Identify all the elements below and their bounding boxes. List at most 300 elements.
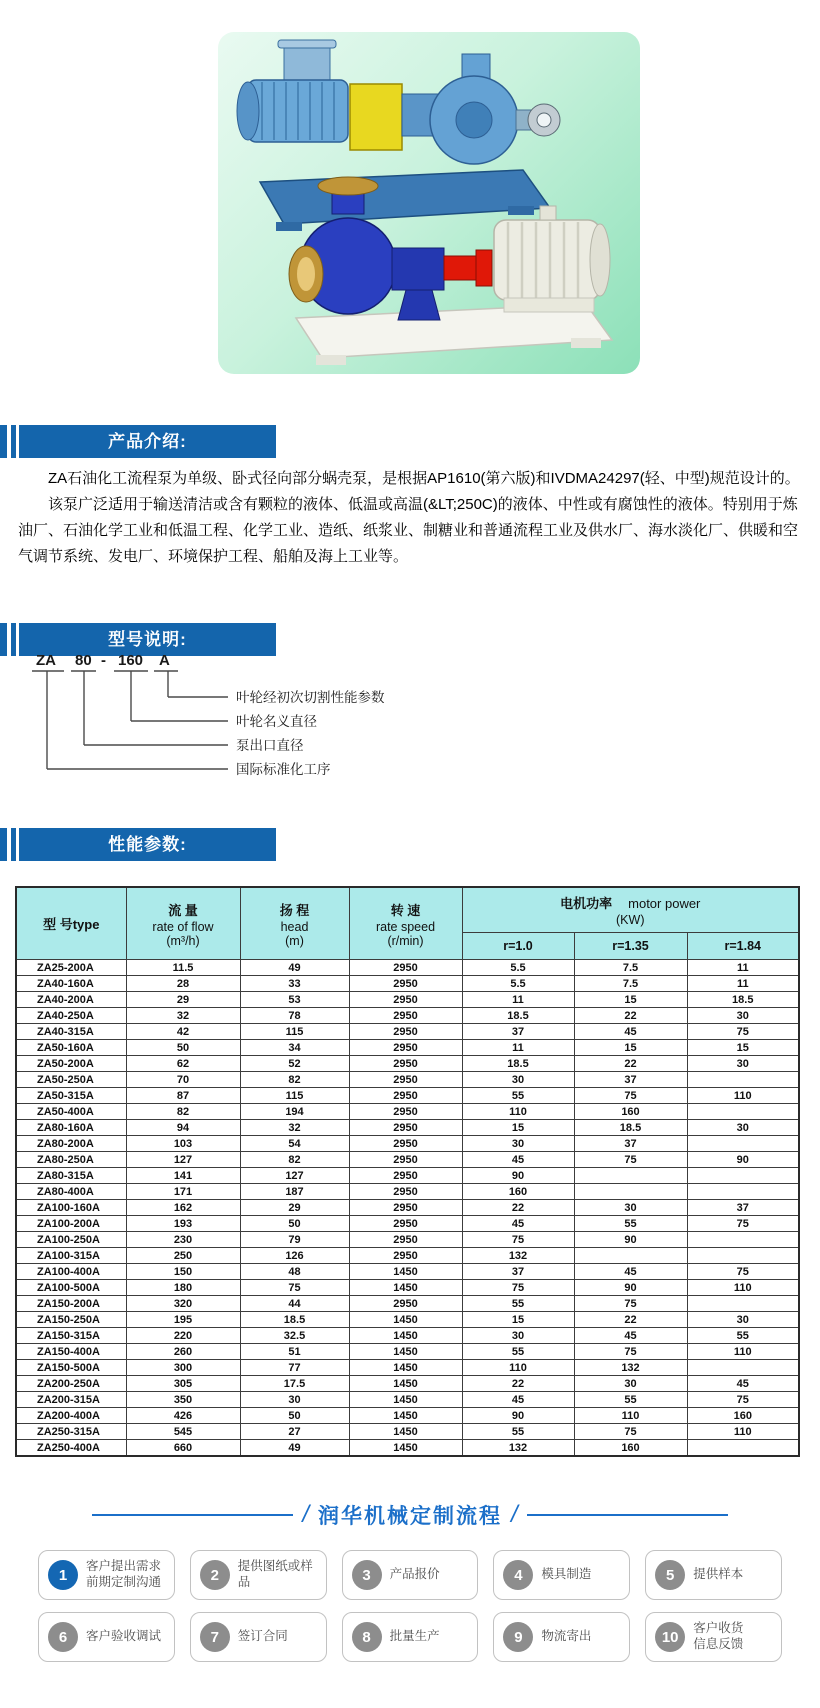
step-label-line: 物流寄出 [541, 1629, 592, 1644]
flow-cell: 87 [126, 1088, 240, 1104]
model-cell: ZA250-315A [16, 1424, 126, 1440]
table-row [16, 1040, 799, 1056]
step-label-line: 签订合同 [237, 1629, 288, 1644]
power-r184-cell: 75 [687, 1216, 799, 1232]
step-number-badge: 1 [48, 1560, 78, 1590]
model-cell: ZA40-160A [16, 976, 126, 992]
head-cell: 52 [240, 1056, 349, 1072]
flow-cell: 545 [126, 1424, 240, 1440]
intro-paragraph-2: 该泵广泛适用于输送清洁或含有颗粒的液体、低温或高温(&LT;250C)的液体、中性或有腐蚀性的液体。特别用于炼油厂、石油化学工业和低温工程、化学工业、造纸、纸浆业、制糖业和普通流程工业及供水厂、海水淡化厂、供暖和空气调节系统、发电厂、环境保护工程、船舶及海上工业等。 [18, 496, 799, 565]
power-r184-cell [687, 1232, 799, 1248]
speed-cell: 2950 [349, 1200, 462, 1216]
flow-cell: 62 [126, 1056, 240, 1072]
speed-cell: 2950 [349, 1056, 462, 1072]
speed-cell: 1450 [349, 1328, 462, 1344]
table-row [16, 1120, 799, 1136]
step-label [238, 1559, 321, 1590]
flow-cell: 103 [126, 1136, 240, 1152]
step-label-line: 前期定制沟通 [86, 1575, 162, 1589]
power-r1-cell: 75 [462, 1232, 574, 1248]
step-label [541, 1567, 591, 1583]
diagram-label-impeller-diameter: 叶轮名义直径 [236, 714, 317, 729]
power-r184-cell: 160 [687, 1408, 799, 1424]
power-r1-cell: 55 [462, 1296, 574, 1312]
model-cell: ZA100-160A [16, 1200, 126, 1216]
speed-cell: 1450 [349, 1264, 462, 1280]
power-r135-cell: 90 [574, 1232, 687, 1248]
table-row [16, 1184, 799, 1200]
model-cell: ZA100-500A [16, 1280, 126, 1296]
model-cell: ZA80-160A [16, 1120, 126, 1136]
power-r184-cell: 75 [687, 1024, 799, 1040]
power-r135-cell: 75 [574, 1344, 687, 1360]
step-label [693, 1621, 743, 1652]
flow-cell: 42 [126, 1024, 240, 1040]
flow-cell: 171 [126, 1184, 240, 1200]
model-cell: ZA200-315A [16, 1392, 126, 1408]
power-r184-cell [687, 1440, 799, 1457]
speed-cell: 2950 [349, 1168, 462, 1184]
table-row [16, 1056, 799, 1072]
step-label-line: 提供样本 [693, 1567, 744, 1582]
head-cell: 78 [240, 1008, 349, 1024]
power-r135-cell: 37 [574, 1136, 687, 1152]
process-step-card [38, 1550, 175, 1600]
power-r1-cell: 30 [462, 1328, 574, 1344]
model-cell: ZA80-315A [16, 1168, 126, 1184]
title-line-left [92, 1514, 293, 1516]
step-number-badge: 9 [503, 1622, 533, 1652]
step-number-badge: 2 [200, 1560, 230, 1590]
table-row [16, 1088, 799, 1104]
power-r135-cell: 160 [574, 1440, 687, 1457]
model-cell: ZA40-200A [16, 992, 126, 1008]
power-r135-cell [574, 1248, 687, 1264]
head-cell: 18.5 [240, 1312, 349, 1328]
power-r135-cell: 30 [574, 1376, 687, 1392]
flow-cell: 305 [126, 1376, 240, 1392]
model-cell: ZA150-250A [16, 1312, 126, 1328]
step-label [541, 1629, 591, 1645]
speed-cell: 2950 [349, 1008, 462, 1024]
step-number-badge: 7 [200, 1622, 230, 1652]
table-row [16, 960, 799, 976]
power-r184-cell [687, 1168, 799, 1184]
model-cell: ZA150-400A [16, 1344, 126, 1360]
head-cell: 115 [240, 1088, 349, 1104]
step-label-line: 批量生产 [389, 1629, 440, 1644]
table-row [16, 1440, 799, 1457]
head-cell: 82 [240, 1152, 349, 1168]
model-cell: ZA50-200A [16, 1056, 126, 1072]
flow-cell: 260 [126, 1344, 240, 1360]
model-code-diagram [0, 650, 820, 790]
speed-cell: 2950 [349, 1024, 462, 1040]
head-cell: 49 [240, 1440, 349, 1457]
model-cell: ZA150-315A [16, 1328, 126, 1344]
speed-cell: 2950 [349, 1248, 462, 1264]
power-r184-cell [687, 1248, 799, 1264]
speed-cell: 2950 [349, 960, 462, 976]
model-cell: ZA25-200A [16, 960, 126, 976]
power-r1-cell: 90 [462, 1408, 574, 1424]
model-cell: ZA50-250A [16, 1072, 126, 1088]
flow-cell: 29 [126, 992, 240, 1008]
model-cell: ZA100-315A [16, 1248, 126, 1264]
speed-cell: 1450 [349, 1312, 462, 1328]
speed-cell: 2950 [349, 1152, 462, 1168]
speed-cell: 2950 [349, 1104, 462, 1120]
head-cell: 75 [240, 1280, 349, 1296]
power-r184-cell: 45 [687, 1376, 799, 1392]
flow-cell: 660 [126, 1440, 240, 1457]
flow-cell: 350 [126, 1392, 240, 1408]
step-label [86, 1629, 161, 1645]
diagram-label-international-standard: 国际标准化工序 [236, 762, 331, 777]
table-row [16, 1328, 799, 1344]
performance-table [15, 886, 800, 1457]
power-r135-cell: 160 [574, 1104, 687, 1120]
model-code-za: ZA [36, 652, 56, 669]
power-r184-cell: 110 [687, 1280, 799, 1296]
power-r184-cell [687, 1072, 799, 1088]
step-label [693, 1567, 743, 1583]
model-cell: ZA100-250A [16, 1232, 126, 1248]
head-cell: 127 [240, 1168, 349, 1184]
head-cell: 17.5 [240, 1376, 349, 1392]
table-row [16, 1280, 799, 1296]
table-row [16, 1312, 799, 1328]
model-code-160: 160 [118, 652, 144, 669]
speed-cell: 1450 [349, 1408, 462, 1424]
head-cell: 50 [240, 1216, 349, 1232]
table-row [16, 1024, 799, 1040]
head-cell: 29 [240, 1200, 349, 1216]
head-cell: 50 [240, 1408, 349, 1424]
power-r135-cell: 90 [574, 1280, 687, 1296]
flow-cell: 82 [126, 1104, 240, 1120]
process-title: 润华机械定制流程 [318, 1505, 502, 1528]
power-r135-cell: 75 [574, 1152, 687, 1168]
flow-cell: 127 [126, 1152, 240, 1168]
model-cell: ZA100-400A [16, 1264, 126, 1280]
model-cell: ZA80-250A [16, 1152, 126, 1168]
power-r1-cell: 37 [462, 1024, 574, 1040]
head-cell: 53 [240, 992, 349, 1008]
process-step-card [190, 1612, 327, 1662]
table-row [16, 1264, 799, 1280]
power-r184-cell: 30 [687, 1120, 799, 1136]
table-row [16, 1248, 799, 1264]
flow-cell: 32 [126, 1008, 240, 1024]
head-cell: 82 [240, 1072, 349, 1088]
step-number-badge: 10 [655, 1622, 685, 1652]
power-r184-cell: 55 [687, 1328, 799, 1344]
power-r184-cell: 75 [687, 1392, 799, 1408]
step-label-line: 模具制造 [541, 1567, 592, 1582]
power-r135-cell: 37 [574, 1072, 687, 1088]
table-row [16, 1200, 799, 1216]
head-cell: 44 [240, 1296, 349, 1312]
spec-table-body [16, 960, 799, 1457]
step-number-badge: 4 [503, 1560, 533, 1590]
head-cell: 48 [240, 1264, 349, 1280]
model-code-80: 80 [75, 652, 92, 669]
table-row [16, 976, 799, 992]
speed-cell: 2950 [349, 976, 462, 992]
power-r1-cell: 55 [462, 1088, 574, 1104]
power-r135-cell: 55 [574, 1392, 687, 1408]
speed-cell: 2950 [349, 1184, 462, 1200]
col-header-motor-power: 电机功率 motor power (KW) [462, 887, 799, 933]
process-step-card [190, 1550, 327, 1600]
power-r1-cell: 90 [462, 1168, 574, 1184]
head-cell: 79 [240, 1232, 349, 1248]
table-row [16, 1152, 799, 1168]
step-number-badge: 6 [48, 1622, 78, 1652]
header-stripe [11, 425, 16, 458]
model-code-dash: - [101, 652, 106, 669]
diagram-label-outlet-diameter: 泵出口直径 [236, 738, 304, 753]
power-r135-cell: 110 [574, 1408, 687, 1424]
table-row [16, 1392, 799, 1408]
process-step-card [645, 1550, 782, 1600]
head-cell: 32 [240, 1120, 349, 1136]
head-cell: 51 [240, 1344, 349, 1360]
power-r1-cell: 18.5 [462, 1008, 574, 1024]
header-stripe [0, 425, 7, 458]
power-r184-cell: 30 [687, 1056, 799, 1072]
step-number-badge: 3 [352, 1560, 382, 1590]
power-r135-cell: 22 [574, 1056, 687, 1072]
power-r1-cell: 11 [462, 1040, 574, 1056]
step-label-line: 提供图纸或样品 [237, 1559, 313, 1589]
col-header-head: 扬 程 head (m) [240, 887, 349, 960]
power-r1-cell: 45 [462, 1392, 574, 1408]
power-r184-cell [687, 1184, 799, 1200]
speed-cell: 2950 [349, 992, 462, 1008]
head-cell: 194 [240, 1104, 349, 1120]
speed-cell: 2950 [349, 1120, 462, 1136]
power-r135-cell [574, 1184, 687, 1200]
model-code-a: A [159, 652, 170, 669]
step-label [390, 1629, 440, 1645]
process-step-card [493, 1550, 630, 1600]
process-step-card [493, 1612, 630, 1662]
col-header-flow: 流 量 rate of flow (m³/h) [126, 887, 240, 960]
power-r184-cell: 30 [687, 1008, 799, 1024]
flow-cell: 70 [126, 1072, 240, 1088]
model-cell: ZA200-400A [16, 1408, 126, 1424]
power-r135-cell: 7.5 [574, 976, 687, 992]
section-title-model: 型号说明: [19, 623, 276, 656]
model-cell: ZA250-400A [16, 1440, 126, 1457]
section-title-params: 性能参数: [19, 828, 276, 861]
power-r135-cell: 132 [574, 1360, 687, 1376]
power-r184-cell [687, 1104, 799, 1120]
power-r1-cell: 110 [462, 1104, 574, 1120]
power-r1-cell: 110 [462, 1360, 574, 1376]
flow-cell: 150 [126, 1264, 240, 1280]
power-r184-cell: 110 [687, 1344, 799, 1360]
flow-cell: 50 [126, 1040, 240, 1056]
table-row [16, 1008, 799, 1024]
flow-cell: 220 [126, 1328, 240, 1344]
flow-cell: 230 [126, 1232, 240, 1248]
power-r1-cell: 30 [462, 1072, 574, 1088]
step-label-line: 产品报价 [389, 1567, 440, 1582]
table-row [16, 1296, 799, 1312]
pump-illustration [218, 32, 640, 374]
process-step-card [342, 1550, 479, 1600]
head-cell: 49 [240, 960, 349, 976]
process-step-card [342, 1612, 479, 1662]
power-r1-cell: 132 [462, 1248, 574, 1264]
power-r135-cell: 45 [574, 1264, 687, 1280]
speed-cell: 2950 [349, 1072, 462, 1088]
step-label [390, 1567, 440, 1583]
col-header-model: 型 号type [16, 887, 126, 960]
header-stripe [0, 828, 7, 861]
flow-cell: 141 [126, 1168, 240, 1184]
speed-cell: 1450 [349, 1280, 462, 1296]
power-r1-cell: 11 [462, 992, 574, 1008]
table-row [16, 1376, 799, 1392]
model-cell: ZA40-315A [16, 1024, 126, 1040]
model-cell: ZA200-250A [16, 1376, 126, 1392]
table-row [16, 1104, 799, 1120]
table-row [16, 1424, 799, 1440]
slash-decoration: / [302, 1501, 309, 1528]
table-row [16, 992, 799, 1008]
speed-cell: 2950 [349, 1136, 462, 1152]
pump-top [237, 40, 560, 231]
flow-cell: 250 [126, 1248, 240, 1264]
head-cell: 77 [240, 1360, 349, 1376]
table-row [16, 1232, 799, 1248]
speed-cell: 1450 [349, 1360, 462, 1376]
speed-cell: 2950 [349, 1216, 462, 1232]
power-r184-cell: 37 [687, 1200, 799, 1216]
power-r1-cell: 22 [462, 1200, 574, 1216]
power-r184-cell: 18.5 [687, 992, 799, 1008]
power-r1-cell: 22 [462, 1376, 574, 1392]
power-r135-cell: 15 [574, 992, 687, 1008]
model-cell: ZA50-160A [16, 1040, 126, 1056]
intro-text [18, 466, 800, 570]
power-r184-cell: 110 [687, 1424, 799, 1440]
model-cell: ZA80-200A [16, 1136, 126, 1152]
power-r135-cell: 75 [574, 1424, 687, 1440]
power-r1-cell: 5.5 [462, 976, 574, 992]
step-label-line: 信息反馈 [693, 1637, 744, 1651]
flow-cell: 28 [126, 976, 240, 992]
power-r135-cell: 45 [574, 1024, 687, 1040]
power-r184-cell: 11 [687, 976, 799, 992]
power-r1-cell: 15 [462, 1120, 574, 1136]
speed-cell: 2950 [349, 1232, 462, 1248]
flow-cell: 426 [126, 1408, 240, 1424]
col-header-r1: r=1.0 [462, 933, 574, 960]
section-header-params [0, 828, 276, 861]
speed-cell: 1450 [349, 1376, 462, 1392]
power-r1-cell: 45 [462, 1216, 574, 1232]
power-r1-cell: 55 [462, 1344, 574, 1360]
power-r184-cell: 90 [687, 1152, 799, 1168]
power-r135-cell: 18.5 [574, 1120, 687, 1136]
power-r135-cell: 22 [574, 1312, 687, 1328]
power-r184-cell: 15 [687, 1040, 799, 1056]
power-r135-cell: 75 [574, 1296, 687, 1312]
power-r184-cell [687, 1136, 799, 1152]
power-r184-cell: 75 [687, 1264, 799, 1280]
power-r1-cell: 18.5 [462, 1056, 574, 1072]
speed-cell: 1450 [349, 1344, 462, 1360]
power-r1-cell: 75 [462, 1280, 574, 1296]
power-r1-cell: 15 [462, 1312, 574, 1328]
process-step-card [645, 1612, 782, 1662]
power-r135-cell: 75 [574, 1088, 687, 1104]
model-cell: ZA50-315A [16, 1088, 126, 1104]
power-r135-cell: 45 [574, 1328, 687, 1344]
table-row [16, 1344, 799, 1360]
step-label-line: 客户验收调试 [86, 1629, 162, 1644]
intro-paragraph-1: ZA石油化工流程泵为单级、卧式径向部分蜗壳泵，是根据AP1610(第六版)和IVDMA24297(轻、中型)规范设计的。 [48, 470, 800, 487]
power-r1-cell: 30 [462, 1136, 574, 1152]
flow-cell: 162 [126, 1200, 240, 1216]
power-r1-cell: 45 [462, 1152, 574, 1168]
model-cell: ZA100-200A [16, 1216, 126, 1232]
step-label-line: 客户提出需求 [86, 1559, 162, 1574]
power-r135-cell: 30 [574, 1200, 687, 1216]
model-cell: ZA150-200A [16, 1296, 126, 1312]
power-r135-cell [574, 1168, 687, 1184]
speed-cell: 2950 [349, 1088, 462, 1104]
product-photo [218, 32, 640, 374]
process-title-row [92, 1500, 728, 1530]
power-r184-cell: 11 [687, 960, 799, 976]
power-r184-cell: 110 [687, 1088, 799, 1104]
flow-cell: 195 [126, 1312, 240, 1328]
head-cell: 32.5 [240, 1328, 349, 1344]
power-r135-cell: 22 [574, 1008, 687, 1024]
flow-cell: 94 [126, 1120, 240, 1136]
col-header-speed: 转 速 rate speed (r/min) [349, 887, 462, 960]
head-cell: 126 [240, 1248, 349, 1264]
power-r1-cell: 5.5 [462, 960, 574, 976]
flow-cell: 11.5 [126, 960, 240, 976]
speed-cell: 1450 [349, 1424, 462, 1440]
head-cell: 115 [240, 1024, 349, 1040]
table-row [16, 1216, 799, 1232]
model-cell: ZA40-250A [16, 1008, 126, 1024]
table-row [16, 1168, 799, 1184]
step-number-badge: 8 [352, 1622, 382, 1652]
table-row [16, 1072, 799, 1088]
section-header-intro [0, 425, 276, 458]
power-r1-cell: 160 [462, 1184, 574, 1200]
process-steps-row-1 [38, 1550, 782, 1600]
title-line-right [527, 1514, 728, 1516]
head-cell: 187 [240, 1184, 349, 1200]
power-r135-cell: 15 [574, 1040, 687, 1056]
table-row [16, 1408, 799, 1424]
slash-decoration: / [511, 1501, 518, 1528]
head-cell: 27 [240, 1424, 349, 1440]
step-label [238, 1629, 288, 1645]
step-label [86, 1559, 161, 1590]
speed-cell: 2950 [349, 1296, 462, 1312]
